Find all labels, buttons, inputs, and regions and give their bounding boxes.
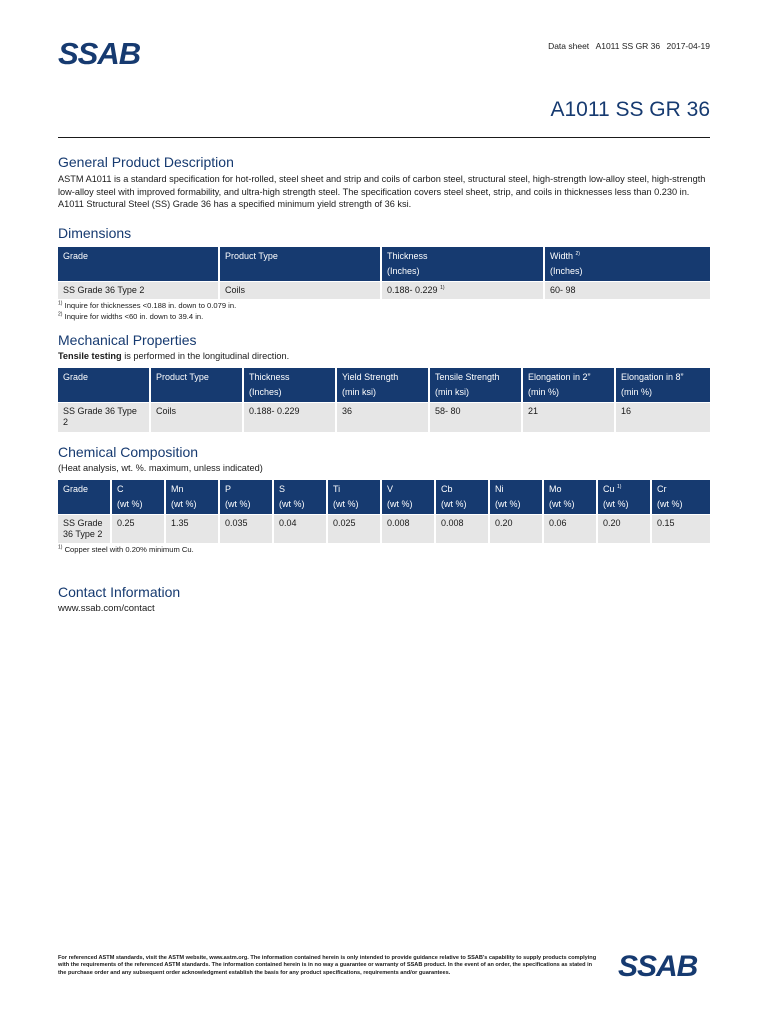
column-header bbox=[430, 368, 523, 402]
header-subtext: (wt %) bbox=[441, 499, 467, 509]
column-header bbox=[220, 480, 274, 514]
section-mechanical-properties bbox=[58, 332, 710, 432]
header-subtext: (wt %) bbox=[549, 499, 575, 509]
table-cell: 0.008 bbox=[382, 514, 436, 543]
footnote-marker: 1) bbox=[617, 484, 622, 490]
table-cell: 16 bbox=[616, 402, 710, 432]
table-cell: 0.25 bbox=[112, 514, 166, 543]
header-subtext: (wt %) bbox=[495, 499, 521, 509]
column-header bbox=[151, 368, 244, 402]
header-subtext: (Inches) bbox=[249, 387, 282, 397]
footnote-marker: 1) bbox=[440, 285, 445, 291]
table-header-row bbox=[58, 480, 710, 514]
table-cell: 0.20 bbox=[598, 514, 652, 543]
footnote-marker: 1) bbox=[58, 300, 63, 307]
section-heading-general: General Product Description bbox=[58, 154, 234, 170]
table-cell: 36 bbox=[337, 402, 430, 432]
table-cell bbox=[382, 281, 545, 299]
column-header bbox=[337, 368, 430, 402]
meta-date: 2017-04-19 bbox=[666, 41, 710, 51]
column-header bbox=[616, 368, 710, 402]
header-text: Grade bbox=[63, 484, 89, 494]
table-cell: 0.20 bbox=[490, 514, 544, 543]
table-cell: 21 bbox=[523, 402, 616, 432]
general-description-text: ASTM A1011 is a standard specification for hot-rolled, steel sheet and strip and coils of carbon steel, structural steel, high-strength low-alloy steel, high-strength low-alloy steel with improved formability, and ultra-high strength steel. The specification covers steel sheet, strip, and coils in thicknesses less than 0.230 in. A1011 Structural Steel (SS) Grade 36 has a specified minimum yield strength of 36 ksi. bbox=[58, 174, 706, 209]
dimensions-table bbox=[58, 247, 710, 299]
column-header bbox=[523, 368, 616, 402]
ssab-logo: SSAB bbox=[58, 36, 141, 71]
ssab-logo-footer: SSAB bbox=[618, 950, 698, 983]
header-text: Mn bbox=[171, 484, 184, 494]
mechanical-note bbox=[58, 351, 710, 361]
table-header-row bbox=[58, 247, 710, 281]
footnote-text: Copper steel with 0.20% minimum Cu. bbox=[64, 545, 194, 554]
table-row bbox=[58, 514, 710, 543]
table-cell: 0.025 bbox=[328, 514, 382, 543]
header-subtext: (min %) bbox=[621, 387, 652, 397]
section-heading-mechanical: Mechanical Properties bbox=[58, 332, 197, 348]
header-text: V bbox=[387, 484, 394, 494]
header-text: Elongation in 2” bbox=[528, 372, 591, 382]
header-text: Cu bbox=[603, 484, 615, 494]
note-bold: Tensile testing bbox=[58, 351, 122, 361]
header-divider bbox=[58, 137, 710, 138]
footnote bbox=[58, 300, 710, 311]
mechanical-properties-table bbox=[58, 368, 710, 432]
column-header bbox=[58, 368, 151, 402]
column-header bbox=[220, 247, 382, 281]
header-text: Thickness bbox=[387, 251, 428, 261]
footnote bbox=[58, 544, 710, 555]
table-cell: 0.15 bbox=[652, 514, 710, 543]
footnote-marker: 1) bbox=[58, 544, 63, 551]
column-header bbox=[58, 247, 220, 281]
column-header bbox=[652, 480, 710, 514]
chemical-composition-table bbox=[58, 480, 710, 543]
section-heading-contact: Contact Information bbox=[58, 584, 181, 600]
header-text: C bbox=[117, 484, 124, 494]
table-cell bbox=[220, 281, 382, 299]
table-cell: SS Grade 36 Type 2 bbox=[58, 514, 112, 543]
table-cell: 0.035 bbox=[220, 514, 274, 543]
header-subtext: (wt %) bbox=[117, 499, 143, 509]
header-subtext: (Inches) bbox=[550, 266, 583, 276]
footnote-text: Inquire for thicknesses <0.188 in. down to 0.079 in. bbox=[64, 301, 237, 310]
footer-disclaimer: For referenced ASTM standards, visit the ASTM website, www.astm.org. The information contained herein is only intended to provide guidance relative to SSAB’s capability to supply products complying with the requirements of the referenced ASTM standards. The information contained herein is in no way a guarantee or warranty of SSAB product. In the event of an order, the specifications as stated in the purchase order and any subsequent order acknowledgment establish the basis for any product specifications, requirements and/or guarantees. bbox=[58, 955, 597, 976]
column-header bbox=[382, 247, 545, 281]
header-text: Cb bbox=[441, 484, 453, 494]
meta-product: A1011 SS GR 36 bbox=[595, 41, 661, 51]
header-text: Elongation in 8” bbox=[621, 372, 684, 382]
column-header bbox=[382, 480, 436, 514]
table-cell: 58- 80 bbox=[430, 402, 523, 432]
header-subtext: (min %) bbox=[528, 387, 559, 397]
column-header bbox=[112, 480, 166, 514]
footnote-marker: 2) bbox=[575, 251, 580, 257]
cell-text: 0.188- 0.229 bbox=[387, 285, 438, 295]
header-subtext: (wt %) bbox=[279, 499, 305, 509]
table-cell: 0.008 bbox=[436, 514, 490, 543]
table-cell bbox=[58, 281, 220, 299]
header-text: Cr bbox=[657, 484, 667, 494]
header-text: Grade bbox=[63, 251, 89, 261]
table-cell: 0.188- 0.229 bbox=[244, 402, 337, 432]
column-header bbox=[244, 368, 337, 402]
footnote-text: Inquire for widths <60 in. down to 39.4 in. bbox=[64, 312, 204, 321]
header-subtext: (wt %) bbox=[171, 499, 197, 509]
section-dimensions bbox=[58, 225, 710, 322]
header-subtext: (wt %) bbox=[333, 499, 359, 509]
header-text: Thickness bbox=[249, 372, 290, 382]
column-header bbox=[490, 480, 544, 514]
column-header bbox=[545, 247, 710, 281]
note-text: is performed in the longitudinal direction. bbox=[121, 351, 290, 361]
header-text: Mo bbox=[549, 484, 562, 494]
header-text: Ti bbox=[333, 484, 341, 494]
table-cell: 0.06 bbox=[544, 514, 598, 543]
header-text: Width bbox=[550, 251, 574, 261]
table-cell: Coils bbox=[151, 402, 244, 432]
table-cell: SS Grade 36 Type 2 bbox=[58, 402, 151, 432]
section-general-description bbox=[58, 154, 710, 211]
document-meta bbox=[548, 41, 710, 51]
section-heading-dimensions: Dimensions bbox=[58, 225, 132, 241]
document-title: A1011 SS GR 36 bbox=[550, 98, 710, 121]
footnote bbox=[58, 311, 710, 322]
footnote-marker: 2) bbox=[58, 311, 63, 318]
column-header bbox=[436, 480, 490, 514]
section-chemical-composition bbox=[58, 444, 710, 555]
meta-label: Data sheet bbox=[548, 41, 590, 51]
table-header-row bbox=[58, 368, 710, 402]
cell-text: SS Grade 36 Type 2 bbox=[63, 285, 145, 295]
header-text: Yield Strength bbox=[342, 372, 399, 382]
header-text: Grade bbox=[63, 372, 89, 382]
header-text: P bbox=[225, 484, 232, 494]
header-subtext: (min ksi) bbox=[342, 387, 376, 397]
header-text: Ni bbox=[495, 484, 504, 494]
header-text: Tensile Strength bbox=[435, 372, 500, 382]
chemical-note: (Heat analysis, wt. %. maximum, unless indicated) bbox=[58, 463, 263, 473]
header-subtext: (wt %) bbox=[387, 499, 413, 509]
column-header bbox=[598, 480, 652, 514]
column-header bbox=[274, 480, 328, 514]
table-cell: 1.35 bbox=[166, 514, 220, 543]
column-header bbox=[544, 480, 598, 514]
column-header bbox=[58, 480, 112, 514]
header-subtext: (Inches) bbox=[387, 266, 420, 276]
column-header bbox=[166, 480, 220, 514]
cell-text: Coils bbox=[225, 285, 246, 295]
table-cell: 0.04 bbox=[274, 514, 328, 543]
header-subtext: (min ksi) bbox=[435, 387, 469, 397]
header-text: Product Type bbox=[225, 251, 278, 261]
table-cell bbox=[545, 281, 710, 299]
header-subtext: (wt %) bbox=[225, 499, 251, 509]
header-subtext: (wt %) bbox=[657, 499, 683, 509]
header-subtext: (wt %) bbox=[603, 499, 629, 509]
column-header bbox=[328, 480, 382, 514]
header-text: S bbox=[279, 484, 286, 494]
table-row bbox=[58, 281, 710, 299]
header-text: Product Type bbox=[156, 372, 209, 382]
section-heading-chemical: Chemical Composition bbox=[58, 444, 199, 460]
table-row bbox=[58, 402, 710, 432]
contact-link[interactable]: www.ssab.com/contact bbox=[58, 603, 155, 614]
cell-text: 60- 98 bbox=[550, 285, 576, 295]
section-contact bbox=[58, 584, 710, 614]
